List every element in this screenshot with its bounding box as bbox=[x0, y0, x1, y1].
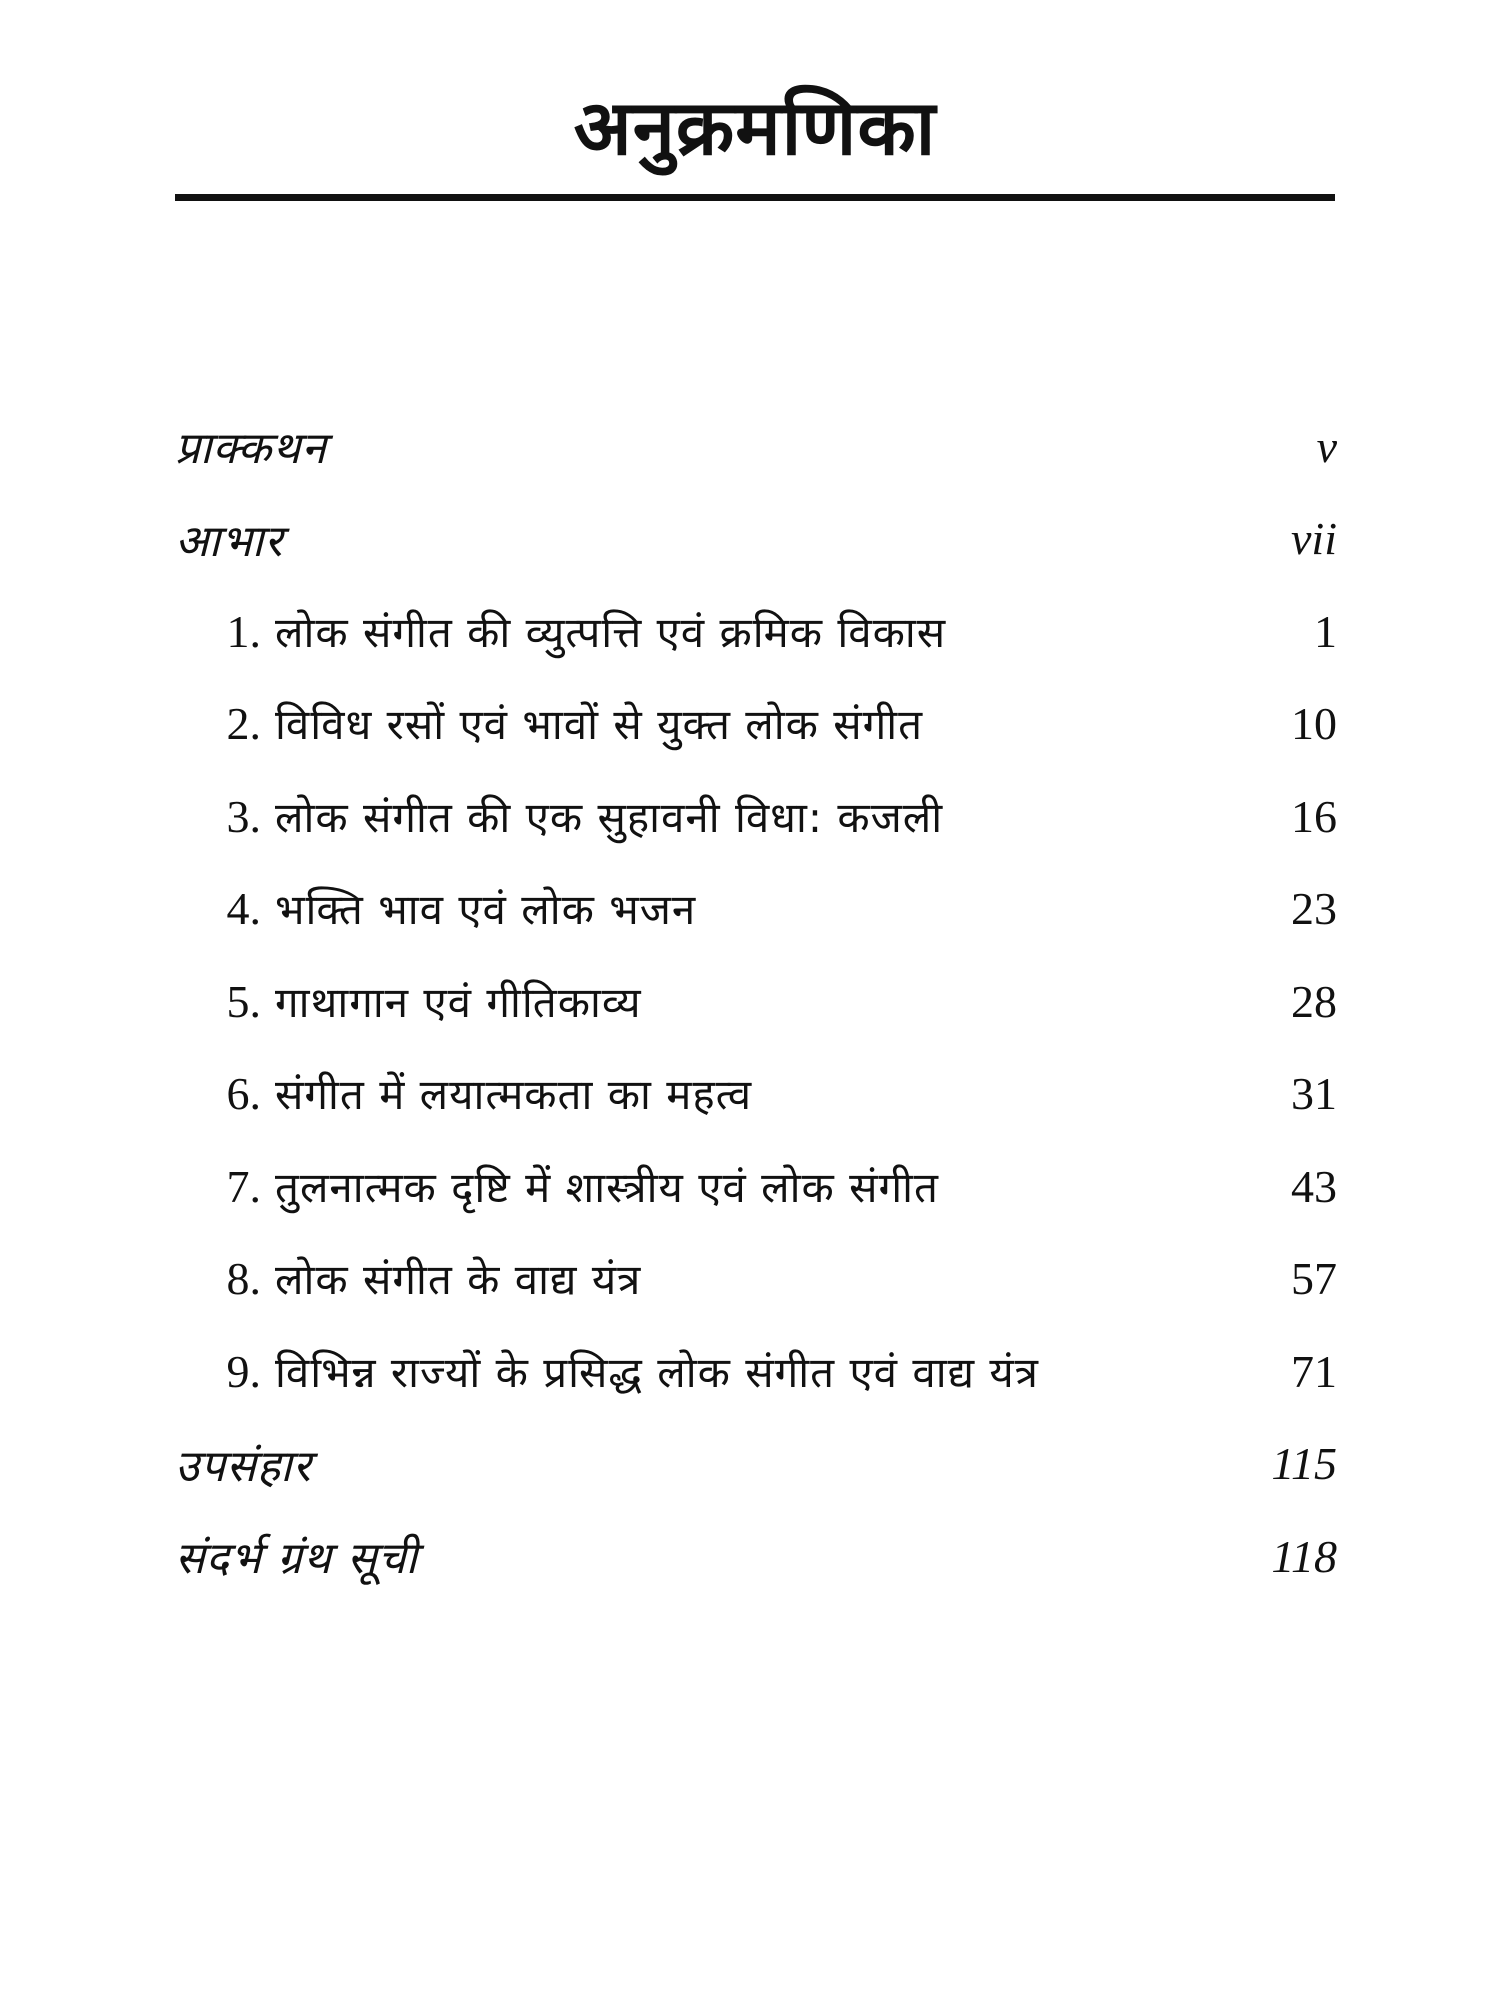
toc-entry-number: 1. bbox=[226, 605, 261, 657]
toc-entry-title: भक्ति भाव एवं लोक भजन bbox=[275, 885, 697, 935]
toc-entry-number: 3. bbox=[226, 790, 261, 842]
toc-entry bbox=[175, 955, 1340, 1048]
toc-entry bbox=[175, 1510, 1340, 1603]
toc-entry bbox=[175, 1233, 1340, 1326]
toc-entry-title: संदर्भ ग्रंथ सूची bbox=[175, 1533, 419, 1585]
page-title: अनुक्रमणिका bbox=[573, 83, 937, 172]
toc-entry-page: 28 bbox=[1291, 975, 1337, 1027]
toc-entry bbox=[175, 585, 1340, 678]
toc-entry-title: लोक संगीत की व्युत्पत्ति एवं क्रमिक विकास bbox=[275, 607, 947, 657]
toc-entry bbox=[175, 493, 1340, 586]
toc-entry-page: 57 bbox=[1291, 1253, 1337, 1305]
toc-entry-title: विविध रसों एवं भावों से युक्त लोक संगीत bbox=[275, 700, 924, 750]
toc-entry-page: 71 bbox=[1291, 1345, 1337, 1397]
toc-entry bbox=[175, 1325, 1340, 1418]
toc-entry-title: उपसंहार bbox=[175, 1440, 312, 1492]
toc-entry-page: 31 bbox=[1291, 1068, 1337, 1120]
toc-entry-page: 23 bbox=[1291, 883, 1337, 935]
toc-entry-title: संगीत में लयात्मकता का महत्व bbox=[275, 1070, 753, 1120]
toc-entry-number: 8. bbox=[226, 1253, 261, 1305]
toc-entry-page: vii bbox=[1291, 513, 1337, 565]
toc-entry-page: 16 bbox=[1291, 790, 1337, 842]
toc-entry-number: 4. bbox=[226, 883, 261, 935]
toc-entry-number: 7. bbox=[226, 1160, 261, 1212]
toc-entry-title: विभिन्न राज्यों के प्रसिद्ध लोक संगीत एवं वाद्य यंत्र bbox=[275, 1347, 1039, 1397]
toc-entry-title: प्राक्कथन bbox=[175, 423, 327, 475]
toc-entry-number: 5. bbox=[226, 975, 261, 1027]
toc-entry-number: 9. bbox=[226, 1345, 261, 1397]
toc-entry-title: लोक संगीत के वाद्य यंत्र bbox=[275, 1255, 642, 1305]
toc-entry-number: 2. bbox=[226, 698, 261, 750]
toc-entry-title: तुलनात्मक दृष्टि में शास्त्रीय एवं लोक संगीत bbox=[275, 1162, 939, 1212]
toc-entry-page: 43 bbox=[1291, 1160, 1337, 1212]
toc-entry bbox=[175, 400, 1340, 493]
title-rule bbox=[175, 194, 1335, 201]
toc-entry-page: v bbox=[1316, 420, 1337, 472]
toc-entry-title: गाथागान एवं गीतिकाव्य bbox=[275, 977, 642, 1027]
toc-entry-page: 10 bbox=[1291, 698, 1337, 750]
toc-entry bbox=[175, 863, 1340, 956]
toc-entry-title: आभार bbox=[175, 515, 284, 567]
toc-entry bbox=[175, 770, 1340, 863]
table-of-contents bbox=[175, 400, 1340, 1603]
toc-entry bbox=[175, 1048, 1340, 1141]
toc-entry bbox=[175, 678, 1340, 771]
toc-entry-title: लोक संगीत की एक सुहावनी विधा: कजली bbox=[275, 792, 944, 842]
toc-entry-page: 1 bbox=[1314, 605, 1337, 657]
toc-entry-page: 115 bbox=[1271, 1438, 1337, 1490]
toc-entry bbox=[175, 1418, 1340, 1511]
toc-entry-number: 6. bbox=[226, 1068, 261, 1120]
toc-entry-page: 118 bbox=[1271, 1530, 1337, 1582]
toc-entry bbox=[175, 1140, 1340, 1233]
